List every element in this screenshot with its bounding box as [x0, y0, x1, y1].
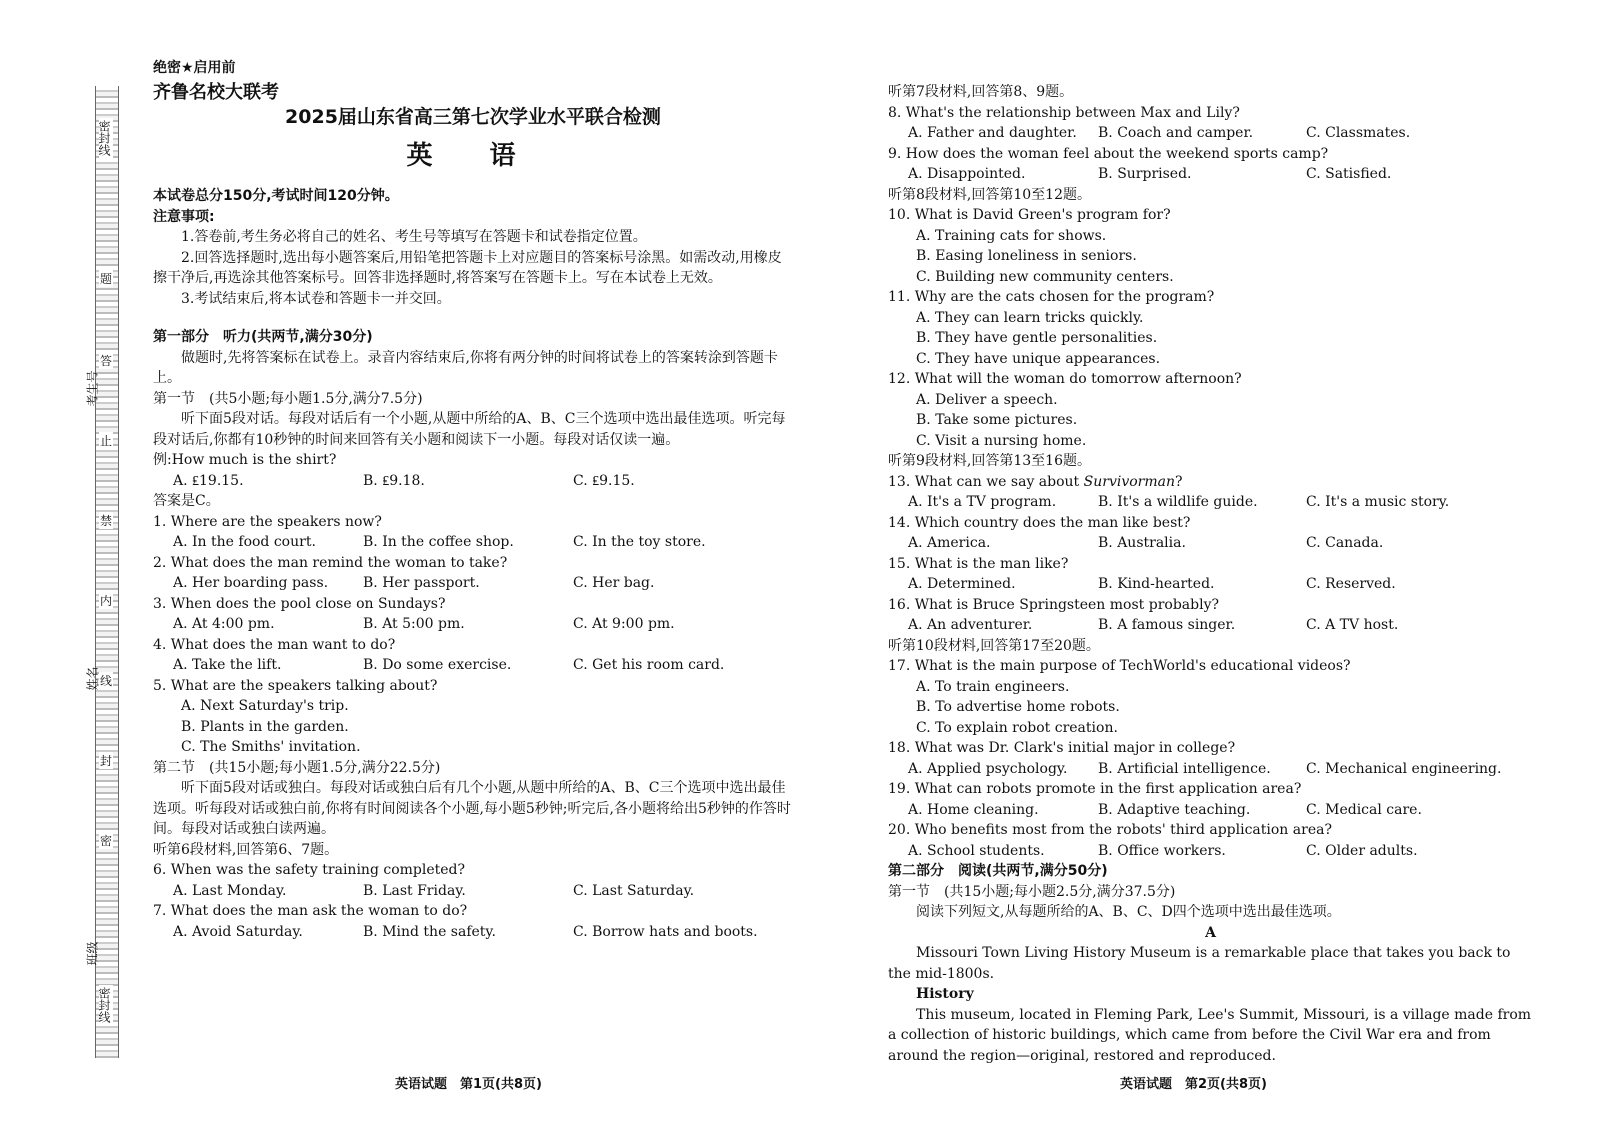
option-c: C. A TV host.	[1306, 617, 1399, 633]
question-18: 18. What was Dr. Clark's initial major in college?	[888, 740, 1236, 756]
section2-instructions: 听下面5段对话或独白。每段对话或独白后有几个小题,从题中所给的A、B、C三个选项中选出最佳选项。听每段对话或独白前,你将有时间阅读各个小题,每小题5秒钟;听完后,各小题将给出5秒钟的作答时间。每段对话或独白读两遍。	[153, 780, 791, 837]
section2-heading: 第二节 (共15小题;每小题1.5分,满分22.5分)	[153, 759, 441, 776]
question-13-text: 13. What can we say about	[888, 473, 1084, 490]
option-a: A. At 4:00 pm.	[173, 616, 275, 632]
option-b: B. To advertise home robots.	[916, 699, 1120, 715]
option-a: A. In the food court.	[173, 534, 316, 550]
option-c: C. Older adults.	[1306, 842, 1418, 859]
material-6-heading: 听第6段材料,回答第6、7题。	[153, 841, 339, 858]
option-b: B. Take some pictures.	[916, 412, 1078, 428]
option-c: C. Classmates.	[1306, 125, 1411, 141]
question-8: 8. What's the relationship between Max and Lily?	[888, 104, 1240, 121]
option-a: A. It's a TV program.	[908, 494, 1057, 510]
question-15-options	[888, 574, 1533, 595]
seal-label-top: 密封线	[97, 120, 111, 156]
part1-instructions: 做题时,先将答案标在试卷上。录音内容结束后,你将有两分钟的时间将试卷上的答案转涂到答题卡上。	[153, 349, 778, 386]
option-b: B. ₤9.18.	[363, 472, 425, 489]
show-title: Survivorman	[1083, 473, 1175, 490]
material-8-heading: 听第8段材料,回答第10至12题。	[888, 186, 1091, 203]
option-b: B. Office workers.	[1098, 842, 1226, 859]
option-c: C. Her bag.	[573, 575, 655, 591]
option-a: A. Last Monday.	[173, 882, 287, 899]
reading-instructions: 阅读下列短文,从每题所给的A、B、C、D四个选项中选出最佳选项。	[916, 904, 1341, 920]
notice-1: 1.答卷前,考生务必将自己的姓名、考生号等填写在答题卡和试卷指定位置。	[181, 229, 647, 245]
option-a: A. Next Saturday's trip.	[181, 698, 349, 714]
margin-char-2: 答	[99, 354, 112, 368]
option-a: A. Determined.	[908, 576, 1016, 592]
option-b: B. Kind-hearted.	[1098, 576, 1215, 592]
option-c: C. They have unique appearances.	[916, 350, 1161, 367]
option-c: C. Canada.	[1306, 535, 1384, 551]
right-page-footer: 英语试题 第2页(共8页)	[1120, 1077, 1267, 1092]
option-c: C. Medical care.	[1306, 801, 1422, 818]
option-c: C. In the toy store.	[573, 534, 706, 550]
notice-3: 3.考试结束后,将本试卷和答题卡一并交回。	[181, 290, 451, 307]
question-16: 16. What is Bruce Springsteen most probably?	[888, 596, 1219, 613]
option-a: A. Father and daughter.	[908, 125, 1077, 141]
material-9-heading: 听第9段材料,回答第13至16题。	[888, 453, 1091, 469]
option-c: C. It's a music story.	[1306, 494, 1450, 510]
option-b: B. Easing loneliness in seniors.	[916, 248, 1137, 264]
option-b: B. Last Friday.	[363, 882, 466, 899]
option-b: B. A famous singer.	[1098, 617, 1236, 633]
question-1: 1. Where are the speakers now?	[153, 513, 382, 530]
question-9-options	[888, 164, 1533, 185]
option-b: B. Australia.	[1098, 535, 1186, 551]
left-page-footer: 英语试题 第1页(共8页)	[395, 1077, 542, 1092]
question-18-options	[888, 759, 1533, 780]
notice-2: 2.回答选择题时,选出每小题答案后,用铅笔把答题卡上对应题目的答案标号涂黑。如需改动,用橡皮擦干净后,再选涂其他答案标号。回答非选择题时,将答案写在答题卡上。写在本试卷上无效。	[153, 249, 782, 286]
question-9: 9. How does the woman feel about the weekend sports camp?	[888, 145, 1329, 162]
question-14-options	[888, 533, 1533, 554]
student-name-label: 姓名	[85, 666, 100, 691]
question-3: 3. When does the pool close on Sundays?	[153, 595, 446, 612]
reading-section1-heading: 第一节 (共15小题;每小题2.5分,满分37.5分)	[888, 883, 1176, 900]
option-a: A. An adventurer.	[908, 617, 1033, 633]
option-c: C. Mechanical engineering.	[1306, 760, 1502, 777]
question-13	[888, 472, 1533, 493]
section1-heading: 第一节 (共5小题;每小题1.5分,满分7.5分)	[153, 390, 423, 407]
seal-label-bottom: 密封线	[97, 987, 111, 1023]
subject-title: 英 语	[406, 140, 540, 171]
option-a: A. To train engineers.	[916, 678, 1070, 695]
part2-heading: 第二部分 阅读(共两节,满分50分)	[888, 863, 1108, 879]
example-question: 例:How much is the shirt?	[153, 452, 337, 468]
question-6: 6. When was the safety training completed?	[153, 862, 466, 878]
margin-char-3: 止	[99, 434, 112, 448]
exam-number-label: 考生号	[85, 370, 100, 407]
option-a: A. Deliver a speech.	[916, 391, 1058, 408]
question-5: 5. What are the speakers talking about?	[153, 677, 438, 694]
question-20: 20. Who benefits most from the robots' third application area?	[888, 822, 1332, 838]
question-12: 12. What will the woman do tomorrow afternoon?	[888, 371, 1242, 387]
option-c: C. Borrow hats and boots.	[573, 923, 758, 940]
question-11: 11. Why are the cats chosen for the program?	[888, 289, 1215, 305]
class-label: 班级	[85, 941, 100, 966]
option-a: A. They can learn tricks quickly.	[916, 309, 1144, 326]
question-6-options	[153, 881, 793, 902]
option-b: B. Mind the safety.	[363, 923, 496, 940]
question-13-mark: ?	[1175, 473, 1183, 490]
option-b: B. Surprised.	[1098, 166, 1192, 182]
option-c: C. Last Saturday.	[573, 882, 695, 899]
option-b: B. Her passport.	[363, 575, 480, 591]
option-c: C. Get his room card.	[573, 657, 725, 673]
question-15: 15. What is the man like?	[888, 555, 1069, 572]
question-1-options	[153, 532, 793, 553]
question-4: 4. What does the man want to do?	[153, 636, 396, 653]
part1-heading: 第一部分 听力(共两节,满分30分)	[153, 329, 373, 345]
option-a: A. Applied psychology.	[908, 760, 1068, 777]
notice-heading: 注意事项:	[153, 208, 215, 225]
exam-title: 2025届山东省高三第七次学业水平联合检测	[285, 106, 661, 128]
example-options	[153, 471, 793, 492]
example-answer: 答案是C。	[153, 493, 220, 509]
score-info: 本试卷总分150分,考试时间120分钟。	[153, 188, 399, 204]
option-b: B. Adaptive teaching.	[1098, 801, 1251, 818]
question-14: 14. Which country does the man like best?	[888, 514, 1191, 531]
passage-label: A	[1205, 924, 1216, 941]
question-7: 7. What does the man ask the woman to do?	[153, 903, 468, 919]
option-c: C. The Smiths' invitation.	[181, 739, 361, 755]
question-10: 10. What is David Green's program for?	[888, 207, 1171, 223]
question-20-options	[888, 841, 1533, 862]
question-2: 2. What does the man remind the woman to take?	[153, 554, 508, 571]
question-16-options	[888, 615, 1533, 636]
option-a: A. Training cats for shows.	[916, 227, 1107, 244]
question-13-options	[888, 492, 1533, 513]
option-c: C. Visit a nursing home.	[916, 432, 1087, 449]
exam-alliance: 齐鲁名校大联考	[153, 81, 279, 103]
option-b: B. Do some exercise.	[363, 657, 512, 673]
section1-instructions: 听下面5段对话。每段对话后有一个小题,从题中所给的A、B、C三个选项中选出最佳选项。听完每段对话后,你都有10秒钟的时间来回答有关小题和阅读下一小题。每段对话仅读一遍。	[153, 411, 786, 448]
option-b: B. Plants in the garden.	[181, 718, 349, 735]
option-a: A. America.	[908, 535, 991, 551]
binding-margin-border	[95, 86, 119, 1058]
margin-char-4: 禁	[99, 514, 112, 528]
option-a: A. Take the lift.	[173, 657, 282, 673]
material-10-heading: 听第10段材料,回答第17至20题。	[888, 637, 1100, 654]
question-3-options	[153, 614, 793, 635]
option-c: C. Satisfied.	[1306, 166, 1392, 182]
option-b: B. It's a wildlife guide.	[1098, 494, 1258, 510]
margin-char-1: 题	[99, 272, 112, 286]
option-a: A. Disappointed.	[908, 166, 1026, 182]
option-b: B. At 5:00 pm.	[363, 616, 465, 632]
question-19-options	[888, 800, 1533, 821]
option-c: C. Building new community centers.	[916, 268, 1174, 285]
question-8-options	[888, 123, 1533, 144]
margin-char-6: 线	[99, 674, 112, 688]
question-4-options	[153, 655, 793, 676]
option-c: C. ₤9.15.	[573, 472, 635, 489]
option-b: B. In the coffee shop.	[363, 534, 514, 550]
option-a: A. School students.	[908, 842, 1045, 859]
material-7-heading: 听第7段材料,回答第8、9题。	[888, 84, 1074, 100]
question-17: 17. What is the main purpose of TechWorld's educational videos?	[888, 658, 1351, 674]
secret-mark: 绝密★启用前	[153, 60, 236, 76]
right-page	[888, 82, 1533, 1066]
option-a: A. Home cleaning.	[908, 801, 1039, 818]
option-b: B. They have gentle personalities.	[916, 330, 1158, 346]
option-a: A. ₤19.15.	[173, 472, 244, 489]
option-b: B. Coach and camper.	[1098, 125, 1254, 141]
question-19: 19. What can robots promote in the first application area?	[888, 781, 1302, 797]
margin-char-7: 封	[99, 754, 112, 768]
margin-char-5: 内	[99, 594, 112, 608]
question-2-options	[153, 573, 793, 594]
history-heading: History	[916, 986, 974, 1002]
option-c: C. At 9:00 pm.	[573, 616, 675, 632]
option-a: A. Avoid Saturday.	[173, 923, 303, 940]
passage-paragraph-1: Missouri Town Living History Museum is a remarkable place that takes you back to the mid-1800s.	[888, 945, 1511, 982]
left-page	[153, 58, 793, 942]
question-7-options	[153, 922, 793, 943]
passage-paragraph-2: This museum, located in Fleming Park, Lee's Summit, Missouri, is a village made from a collection of historic buildings, which came from before the Civil War era and from around the region—original, restored and reproduced.	[888, 1006, 1532, 1064]
option-c: C. To explain robot creation.	[916, 719, 1118, 736]
option-b: B. Artificial intelligence.	[1098, 760, 1271, 777]
option-c: C. Reserved.	[1306, 576, 1396, 592]
margin-char-8: 密	[99, 834, 112, 848]
option-a: A. Her boarding pass.	[173, 575, 329, 591]
